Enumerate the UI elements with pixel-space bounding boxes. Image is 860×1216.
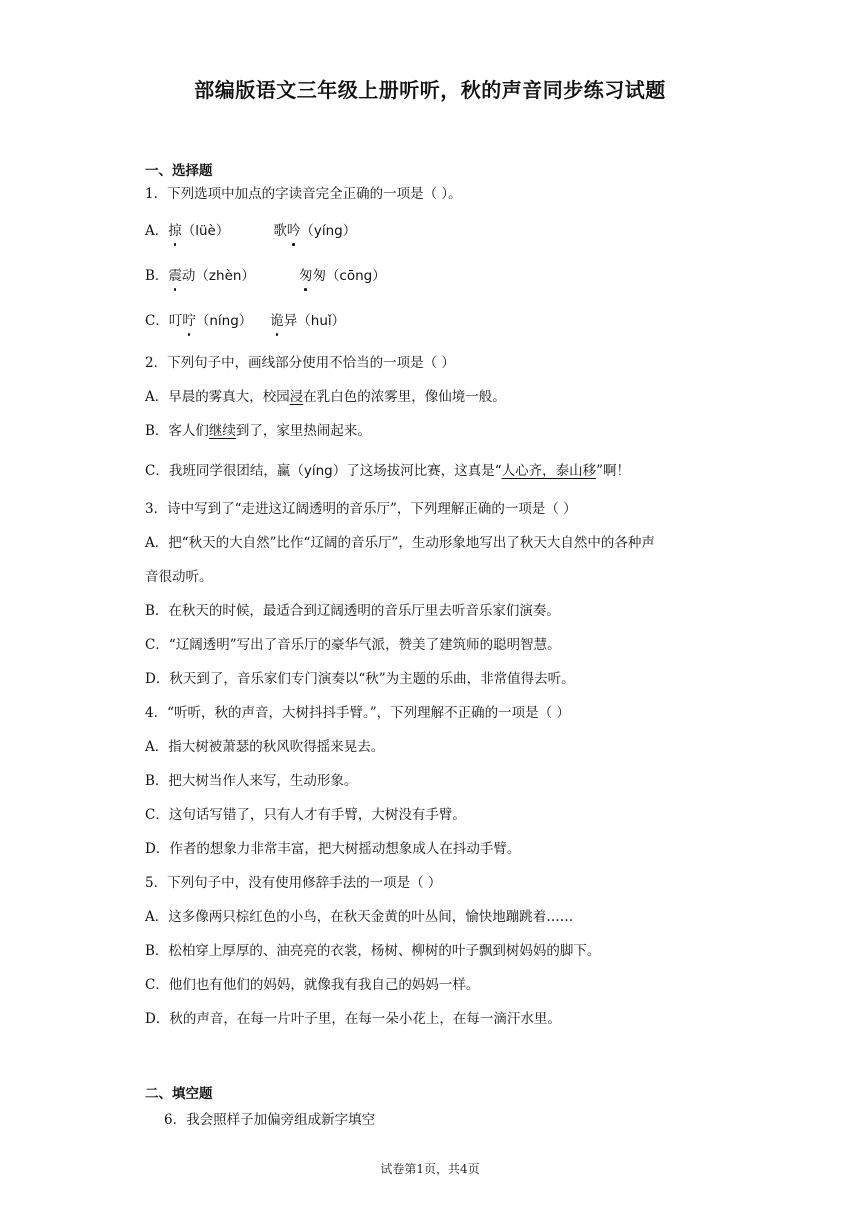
- q3-option-a-line2: 音很动听。: [145, 569, 213, 585]
- pinyin: （huǐ）: [297, 313, 346, 329]
- underlined-word: 浸: [289, 389, 304, 405]
- q5-stem: 5．下列句子中，没有使用修辞手法的一项是（ ）: [145, 875, 442, 891]
- q5-option-a: A．这多像两只棕红色的小鸟，在秋天金黄的叶丛间，愉快地蹦跳着……: [145, 909, 574, 925]
- section-heading-choice: 一、选择题: [145, 163, 213, 179]
- dotted-char: 掠: [168, 223, 182, 239]
- dotted-char: 诡: [270, 313, 284, 329]
- q4-option-b: B．把大树当作人来写，生动形象。: [145, 773, 358, 789]
- q4-option-c: C．这句话写错了，只有人才有手臂，大树没有手臂。: [145, 807, 466, 823]
- option-text: 在乳白色的浓雾里，像仙境一般。: [303, 389, 506, 405]
- page-title: 部编版语文三年级上册听听，秋的声音同步练习试题: [194, 78, 666, 102]
- q5-option-c: C．他们也有他们的妈妈，就像我有我自己的妈妈一样。: [145, 977, 480, 993]
- q3-option-c: C．“辽阔透明”写出了音乐厅的豪华气派，赞美了建筑师的聪明智慧。: [145, 637, 561, 653]
- q4-option-a: A．指大树被萧瑟的秋风吹得摇来晃去。: [145, 739, 385, 755]
- q5-option-d: D．秋的声音，在每一片叶子里，在每一朵小花上，在每一滴汗水里。: [145, 1011, 561, 1027]
- q6-stem: 6．我会照样子加偏旁组成新字填空: [164, 1112, 376, 1128]
- option-prefix: A．: [145, 223, 169, 239]
- dotted-char: 吟: [286, 223, 301, 239]
- q5-option-b: B．松柏穿上厚厚的、油亮亮的衣裳，杨树、柳树的叶子飘到树妈妈的脚下。: [145, 943, 601, 959]
- char: 异: [283, 313, 298, 329]
- char: 叮: [168, 313, 183, 329]
- section-heading-fill: 二、填空题: [145, 1086, 213, 1102]
- q3-option-a-line1: A．把“秋天的大自然”比作“辽阔的音乐厅”，生动形象地写出了秋天大自然中的各种声: [145, 535, 655, 551]
- q2-option-b: [145, 421, 371, 441]
- option-prefix: B．: [145, 268, 169, 284]
- option-text: ”啊！: [596, 463, 631, 479]
- char: 歌: [273, 223, 287, 239]
- dotted-char: 咛: [182, 313, 196, 329]
- char: 匆: [312, 268, 326, 284]
- option-text: B．客人们: [145, 423, 209, 439]
- q3-option-b: B．在秋天的时候，最适合到辽阔透明的音乐厅里去听音乐家们演奏。: [145, 603, 560, 619]
- char: 动: [181, 268, 196, 284]
- q3-stem: 3．诗中写到了“走进这辽阔透明的音乐厅”，下列理解正确的一项是（ ）: [145, 501, 577, 517]
- dotted-char: 震: [168, 268, 182, 284]
- q1-option-a: [145, 221, 356, 241]
- page-footer: 试卷第1页，共4页: [380, 1162, 480, 1176]
- q3-option-d: D．秋天到了，音乐家们专门演奏以“秋”为主题的乐曲，非常值得去听。: [145, 671, 575, 687]
- q2-stem: 2．下列句子中，画线部分使用不恰当的一项是（ ）: [145, 355, 455, 371]
- pinyin: （níng）: [195, 313, 253, 329]
- pinyin: （zhèn）: [195, 268, 255, 284]
- pinyin: （lüè）: [181, 223, 230, 239]
- option-text: ）了这场拔河比赛，这真是“: [332, 463, 502, 479]
- pinyin: （yíng）: [300, 223, 357, 239]
- pinyin: yíng: [303, 463, 333, 479]
- q2-option-a: [145, 387, 506, 407]
- option-text: A．早晨的雾真大，校园: [145, 389, 290, 405]
- underlined-phrase: 人心齐，泰山移: [501, 463, 597, 479]
- dotted-char: 匆: [298, 268, 313, 284]
- option-prefix: C．: [145, 313, 169, 329]
- q4-option-d: D．作者的想象力非常丰富，把大树摇动想象成人在抖动手臂。: [145, 841, 521, 857]
- option-text: C．我班同学很团结，赢（: [145, 463, 304, 479]
- q4-stem: 4．“听听，秋的声音，大树抖抖手臂。”，下列理解不正确的一项是（ ）: [145, 705, 570, 721]
- q1-option-c: [145, 311, 345, 331]
- q1-stem: 1．下列选项中加点的字读音完全正确的一项是（ ）。: [145, 186, 462, 202]
- q2-option-c: [145, 461, 630, 481]
- pinyin: （cōng）: [325, 268, 386, 284]
- underlined-word: 继续: [208, 423, 236, 439]
- q1-option-b: [145, 266, 386, 286]
- option-text: 到了，家里热闹起来。: [235, 423, 371, 439]
